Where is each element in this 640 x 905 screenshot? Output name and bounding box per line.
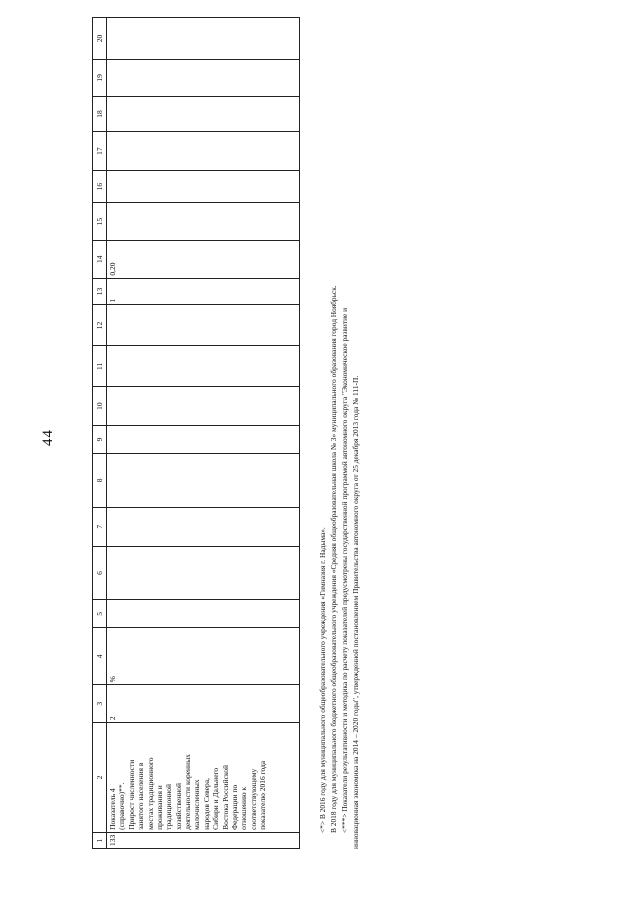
cell-col17 <box>107 132 300 171</box>
cell-col3: 2 <box>107 685 300 723</box>
header-cell: 15 <box>93 203 107 241</box>
cell-col13: 1 <box>107 278 300 305</box>
indicator-line: малочисленных <box>192 779 202 830</box>
table-row <box>107 18 300 849</box>
rotated-content <box>92 0 422 870</box>
cell-col20 <box>107 18 300 60</box>
indicator-line: деятельности коренных <box>183 754 192 830</box>
header-cell: 20 <box>93 18 107 60</box>
indicator-line: традиционной <box>164 784 174 830</box>
header-cell: 5 <box>93 600 107 628</box>
indicator-line: показателю 2016 года <box>258 760 267 830</box>
indicator-line: занятого населения в <box>136 762 146 830</box>
header-cell: 16 <box>93 170 107 202</box>
header-cell: 1 <box>93 832 107 848</box>
header-cell: 14 <box>93 240 107 278</box>
indicator-description <box>107 723 300 833</box>
header-cell: 2 <box>93 723 107 833</box>
footnote-1: <*> В 2016 году для муниципального общеобразовательного учреждения «Гимназия г. Надыма». <box>318 527 327 833</box>
indicator-line: соответствующему <box>248 768 258 830</box>
footnotes <box>317 0 361 849</box>
header-cell: 12 <box>93 305 107 346</box>
header-cell: 7 <box>93 507 107 546</box>
cell-col8 <box>107 454 300 508</box>
header-cell: 17 <box>93 132 107 171</box>
cell-col12 <box>107 305 300 346</box>
footnote-2: В 2018 году для муниципального бюджетного общеобразовательного учреждения «Средняя общеобразовательная школа № 3» муниципального образования город Ноябрьск. <box>329 285 338 833</box>
cell-col15 <box>107 203 300 241</box>
cell-col6 <box>107 546 300 600</box>
indicator-line: народов Севера, <box>201 778 211 830</box>
cell-col7 <box>107 507 300 546</box>
footnote-3-line-1: <***> Показатели результативности и методика по расчету показателей предусмотрены государственной программой автономного округа "Экономическое развитие и <box>340 307 349 833</box>
cell-col10 <box>107 387 300 426</box>
cell-col5 <box>107 600 300 628</box>
header-cell: 4 <box>93 628 107 685</box>
cell-col18 <box>107 96 300 132</box>
row-number: 133 <box>107 832 300 848</box>
header-cell: 13 <box>93 278 107 305</box>
header-cell: 18 <box>93 96 107 132</box>
indicator-line: (справочно)**. <box>117 782 127 830</box>
indicator-line: Прирост численности <box>126 759 136 830</box>
table-header-row <box>93 18 107 849</box>
header-cell: 9 <box>93 426 107 454</box>
header-cell: 8 <box>93 454 107 508</box>
header-cell: 19 <box>93 60 107 97</box>
indicator-line: отношению к <box>239 786 249 830</box>
cell-col14: 0,20 <box>107 240 300 278</box>
cell-unit: % <box>107 628 300 685</box>
cell-col19 <box>107 60 300 97</box>
indicator-line: проживания и <box>154 785 164 830</box>
cell-col16 <box>107 170 300 202</box>
cell-col9 <box>107 426 300 454</box>
header-cell: 3 <box>93 685 107 723</box>
indicator-line: местах традиционного <box>145 757 155 830</box>
page-number: 44 <box>40 429 56 446</box>
indicator-line: Сибири и Дальнего <box>211 767 221 830</box>
header-cell: 10 <box>93 387 107 426</box>
indicator-line: Федерации по <box>229 784 239 830</box>
footnote-3-line-2: инновационная экономика на 2014 – 2020 годы", утвержденной постановлением Правительства автономного округа от 25 декабря 2013 года № 111-П. <box>351 375 360 849</box>
header-cell: 6 <box>93 546 107 600</box>
cell-col11 <box>107 346 300 387</box>
indicator-line: Показатель 4 <box>108 788 117 830</box>
indicator-line: Востока Российской <box>220 764 230 830</box>
indicator-table <box>92 17 300 849</box>
header-cell: 11 <box>93 346 107 387</box>
indicator-line: хозяйственной <box>173 782 183 830</box>
